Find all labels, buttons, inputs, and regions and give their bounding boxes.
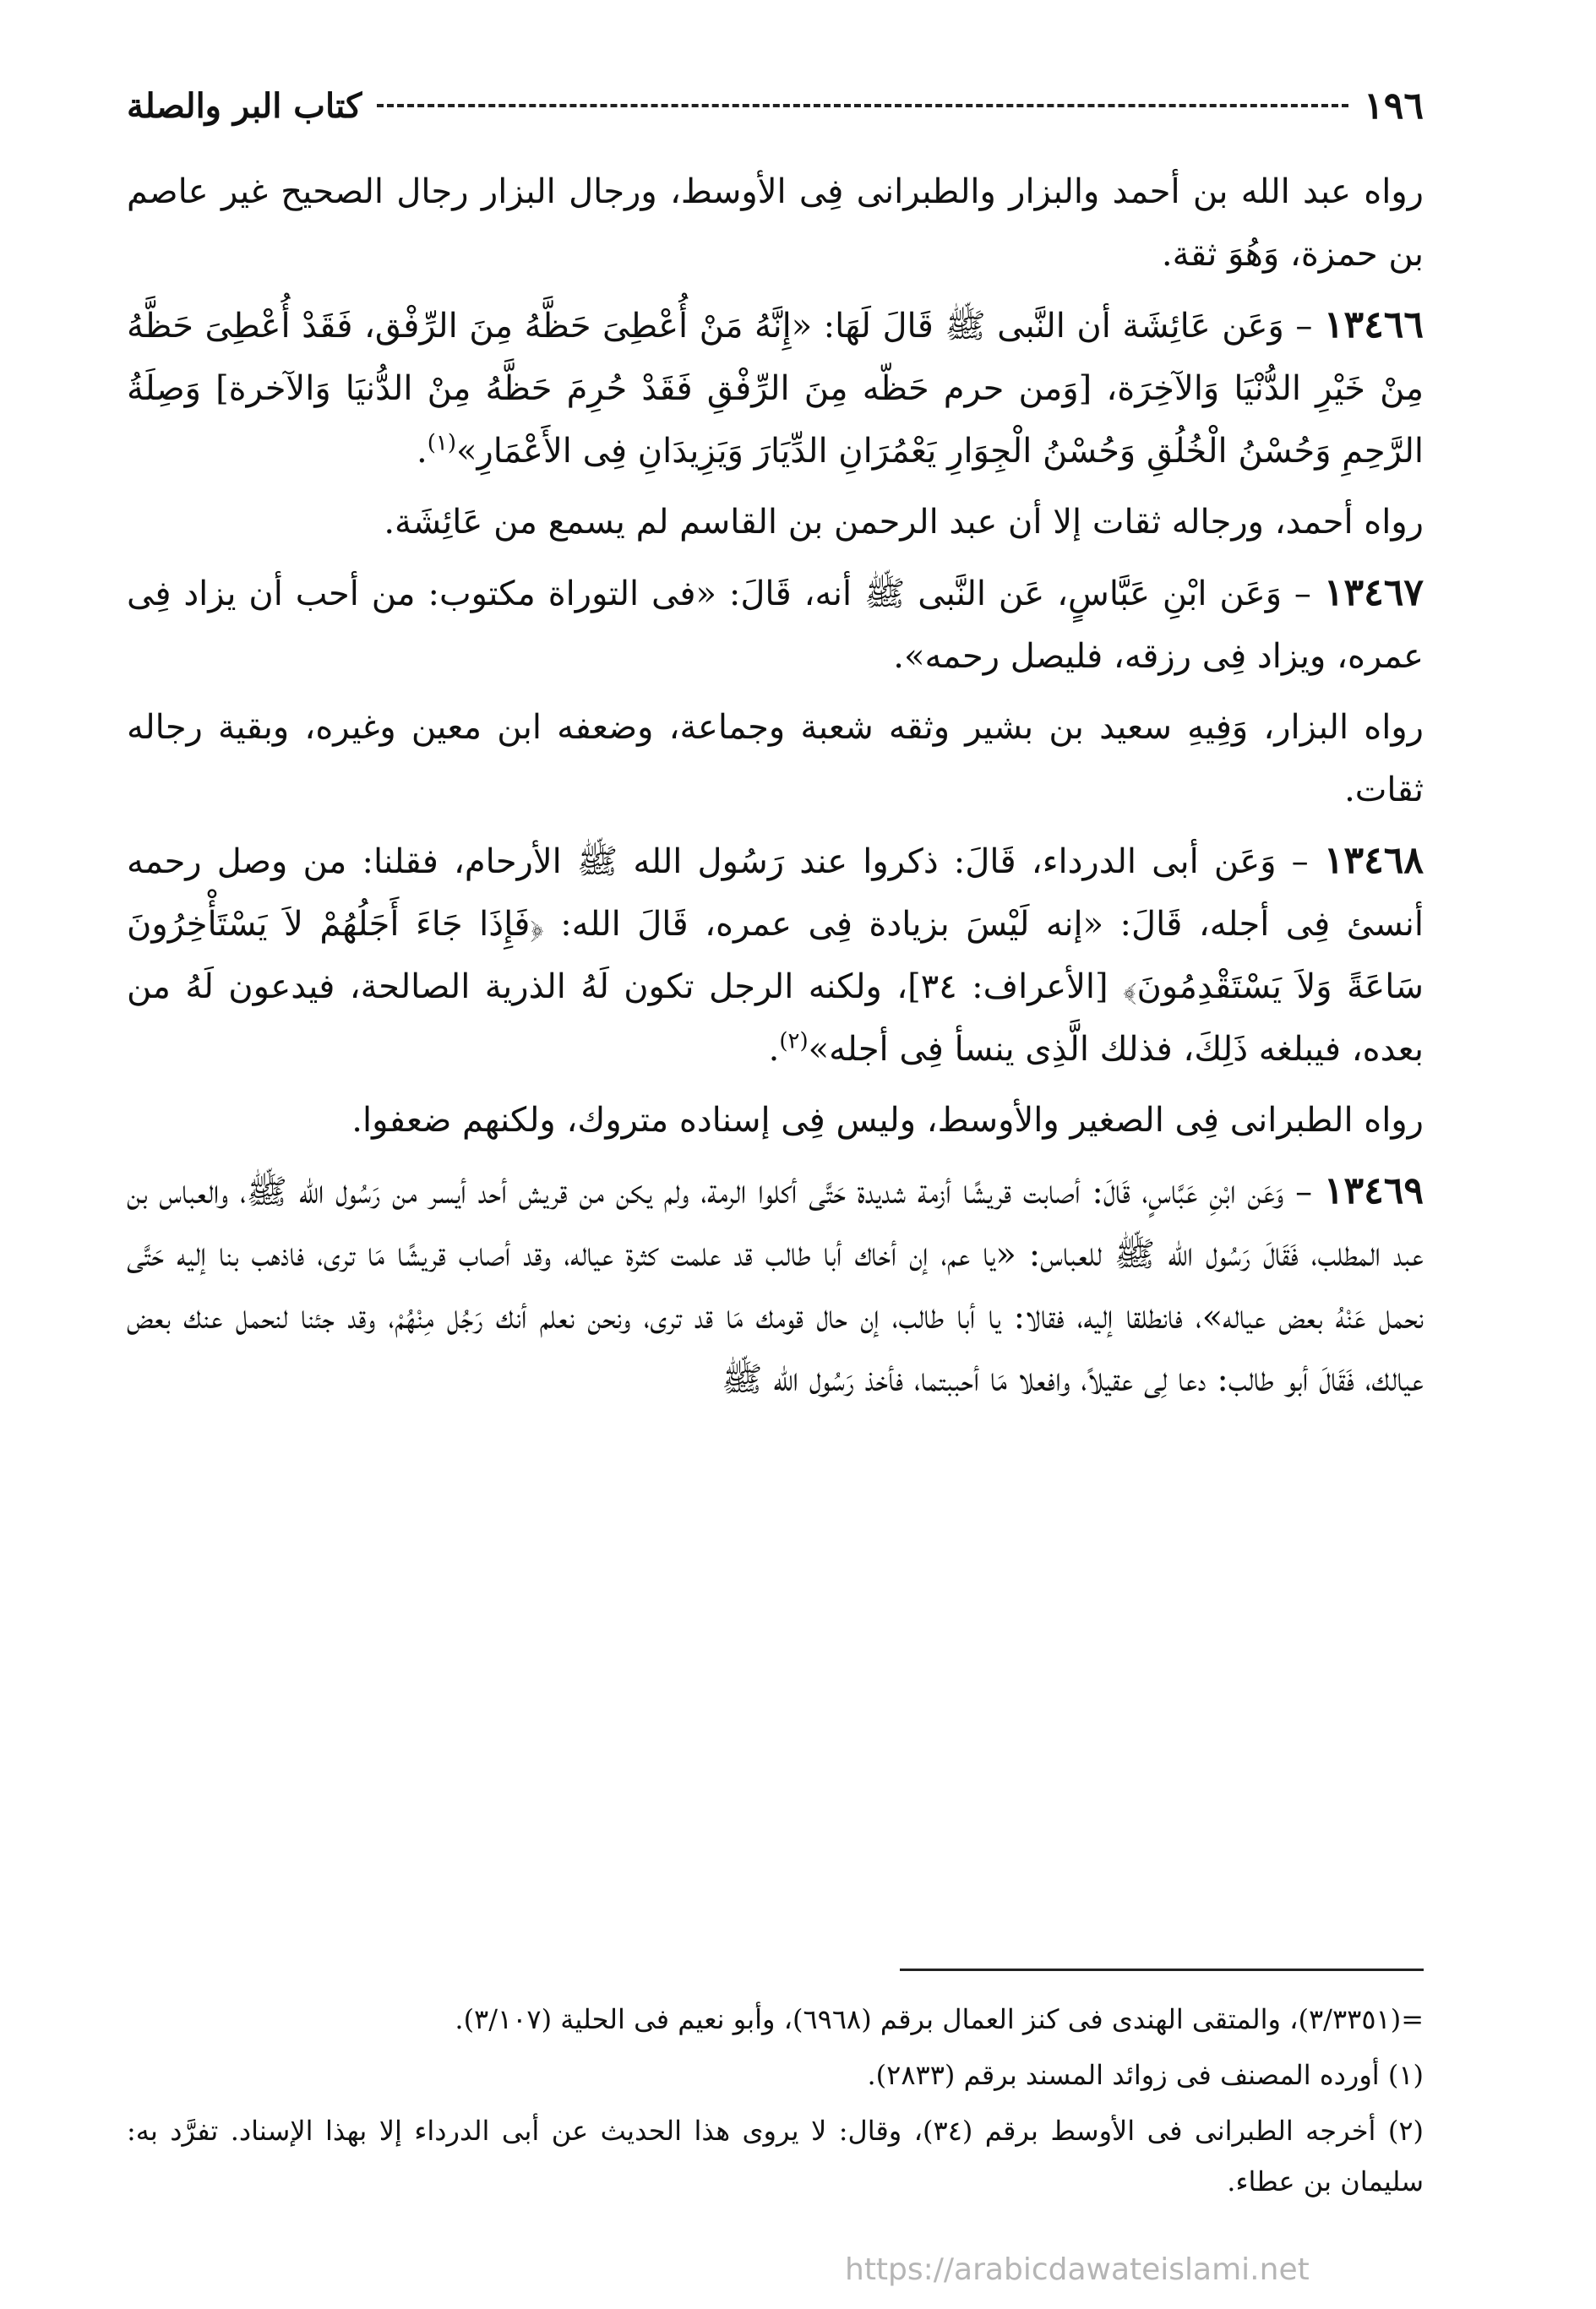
main-text xyxy=(127,161,1424,1411)
hadith-13467 xyxy=(127,562,1424,688)
page-number: ١٩٦ xyxy=(1364,84,1424,128)
hadith-number: ١٣٤٦٧ xyxy=(1323,571,1424,614)
hadith-text: – وَعَن عَائِشَة أن النَّبى ﷺ قَالَ لَهَا: «إِنَّهُ مَنْ أُعْطِىَ حَظَّهُ مِنَ الرِّفْق، فَقَدْ أُعْطِىَ حَظَّهُ مِنْ خَيْرِ الدُّنْيَا وَالآخِرَة، [وَمن حرم حَظّه مِنَ الرِّفْقِ فَقَدْ حُرِمَ حَظَّهُ مِنْ الدُّنيَا وَالآخرة] وَصِلَةُ الرَّحِمِ وَحُسْنُ الْخُلُقِ وَحُسْنُ الْجِوَارِ يَعْمُرَانِ الدِّيَارَ وَيَزِيدَانِ فِى الأَعْمَارِ» xyxy=(127,307,1424,471)
paragraph-narration-1 xyxy=(127,161,1424,286)
hadith-13466 xyxy=(127,294,1424,482)
paragraph-narration-3 xyxy=(127,696,1424,821)
paragraph-narration-2 xyxy=(127,491,1424,553)
hadith-number: ١٣٤٦٨ xyxy=(1323,839,1424,882)
footnote-2: (٢) أخرجه الطبرانى فى الأوسط برقم (٣٤)، وقال: لا يروى هذا الحديث عن أبى الدرداء إلا بهذا الإسناد. تفرَّد به: سليمان بن عطاء. xyxy=(127,2115,1424,2197)
site-watermark: https://arabicdawateislami.net xyxy=(845,2252,1310,2287)
paragraph-text: رواه عبد الله بن أحمد والبزار والطبرانى فِى الأوسط، ورجال البزار رجال الصحيح غير عاصم بن حمزة، وَهُوَ ثقة. xyxy=(127,172,1424,274)
footnotes xyxy=(127,1994,1424,2212)
paragraph-narration-4 xyxy=(127,1089,1424,1152)
footnote-1: (١) أورده المصنف فى زوائد المسند برقم (٢٨٣٣). xyxy=(867,2059,1424,2091)
hadith-13469 xyxy=(127,1160,1424,1411)
footnote-ref[interactable]: (٢) xyxy=(779,1028,809,1054)
header-divider xyxy=(377,104,1348,107)
footnote-continuation: =(٣/٣٣٥١)، والمتقى الهندى فى كنز العمال برقم (٦٩٦٨)، وأبو نعيم فى الحلية (٣/١٠٧). xyxy=(455,2003,1424,2035)
footnote-divider xyxy=(900,1969,1424,1971)
hadith-text: – وَعَن ابْنِ عَبَّاسٍ، عَن النَّبى ﷺ أنه، قَالَ: «فى التوراة مكتوب: من أحب أن يزاد فِى عمره، ويزاد فِى رزقه، فليصل رحمه». xyxy=(127,575,1424,676)
paragraph-end: . xyxy=(768,1030,780,1069)
footnote-ref[interactable]: (١) xyxy=(427,430,457,456)
page-header xyxy=(127,76,1424,135)
document-page xyxy=(127,76,1424,2273)
hadith-number: ١٣٤٦٦ xyxy=(1323,303,1424,346)
paragraph-text: رواه الطبرانى فِى الصغير والأوسط، وليس فِى إسناده متروك، ولكنهم ضعفوا. xyxy=(351,1101,1424,1140)
hadith-text: – وَعَن أبى الدرداء، قَالَ: ذكروا عند رَسُول الله ﷺ الأرحام، فقلنا: من وصل رحمه أنسئ فِى أجله، قَالَ: «إنه لَيْسَ بزيادة فِى عمره، قَالَ الله: ﴿فَإِذَا جَاءَ أَجَلُهُمْ لاَ يَسْتَأْخِرُونَ سَاعَةً وَلاَ يَسْتَقْدِمُونَ﴾ [الأعراف: ٣٤]، ولكنه الرجل تكون لَهُ الذرية الصالحة، فيدعون لَهُ من بعده، فيبلغه ذَلِكَ، فذلك الَّذِى ينسأ فِى أجله» xyxy=(127,842,1424,1069)
paragraph-text: رواه البزار، وَفِيهِ سعيد بن بشير وثقه شعبة وجماعة، وضعفه ابن معين وغيره، وبقية رجاله ثقات. xyxy=(127,708,1424,809)
hadith-13468 xyxy=(127,830,1424,1081)
paragraph-end: . xyxy=(417,432,428,471)
paragraph-text: رواه أحمد، ورجاله ثقات إلا أن عبد الرحمن بن القاسم لم يسمع من عَائِشَة. xyxy=(384,503,1424,542)
book-title: كتاب البر والصلة xyxy=(127,85,362,126)
hadith-number: ١٣٤٦٩ xyxy=(1323,1169,1424,1212)
hadith-text: – وَعَن ابْنِ عَبَّاسٍ، قَالَ: أصابت قريشًا أزمة شديدة حَتَّى أكلوا الرمة، ولم يكن من قريش أحد أيسر من رَسُول الله ﷺ، والعباس بن عبد المطلب، فَقَالَ رَسُول الله ﷺ للعباس: «يا عم، إن أخاك أبا طالب قد علمت كثرة عياله، وقد أصاب قريشًا مَا ترى، فاذهب بنا إليه حَتَّى نحمل عَنْهُ بعض عياله»، فانطلقا إليه، فقالا: يا أبا طالب، إن حال قومك مَا قد ترى، ونحن نعلم أنك رَجُل مِنْهُمْ، وقد جئنا لنحمل عنك بعض عيالك، فَقَالَ أبو طالب: دعا لِى عقيلاً، وافعلا مَا أحببتما، فأخذ رَسُول الله ﷺ xyxy=(127,1173,1424,1399)
